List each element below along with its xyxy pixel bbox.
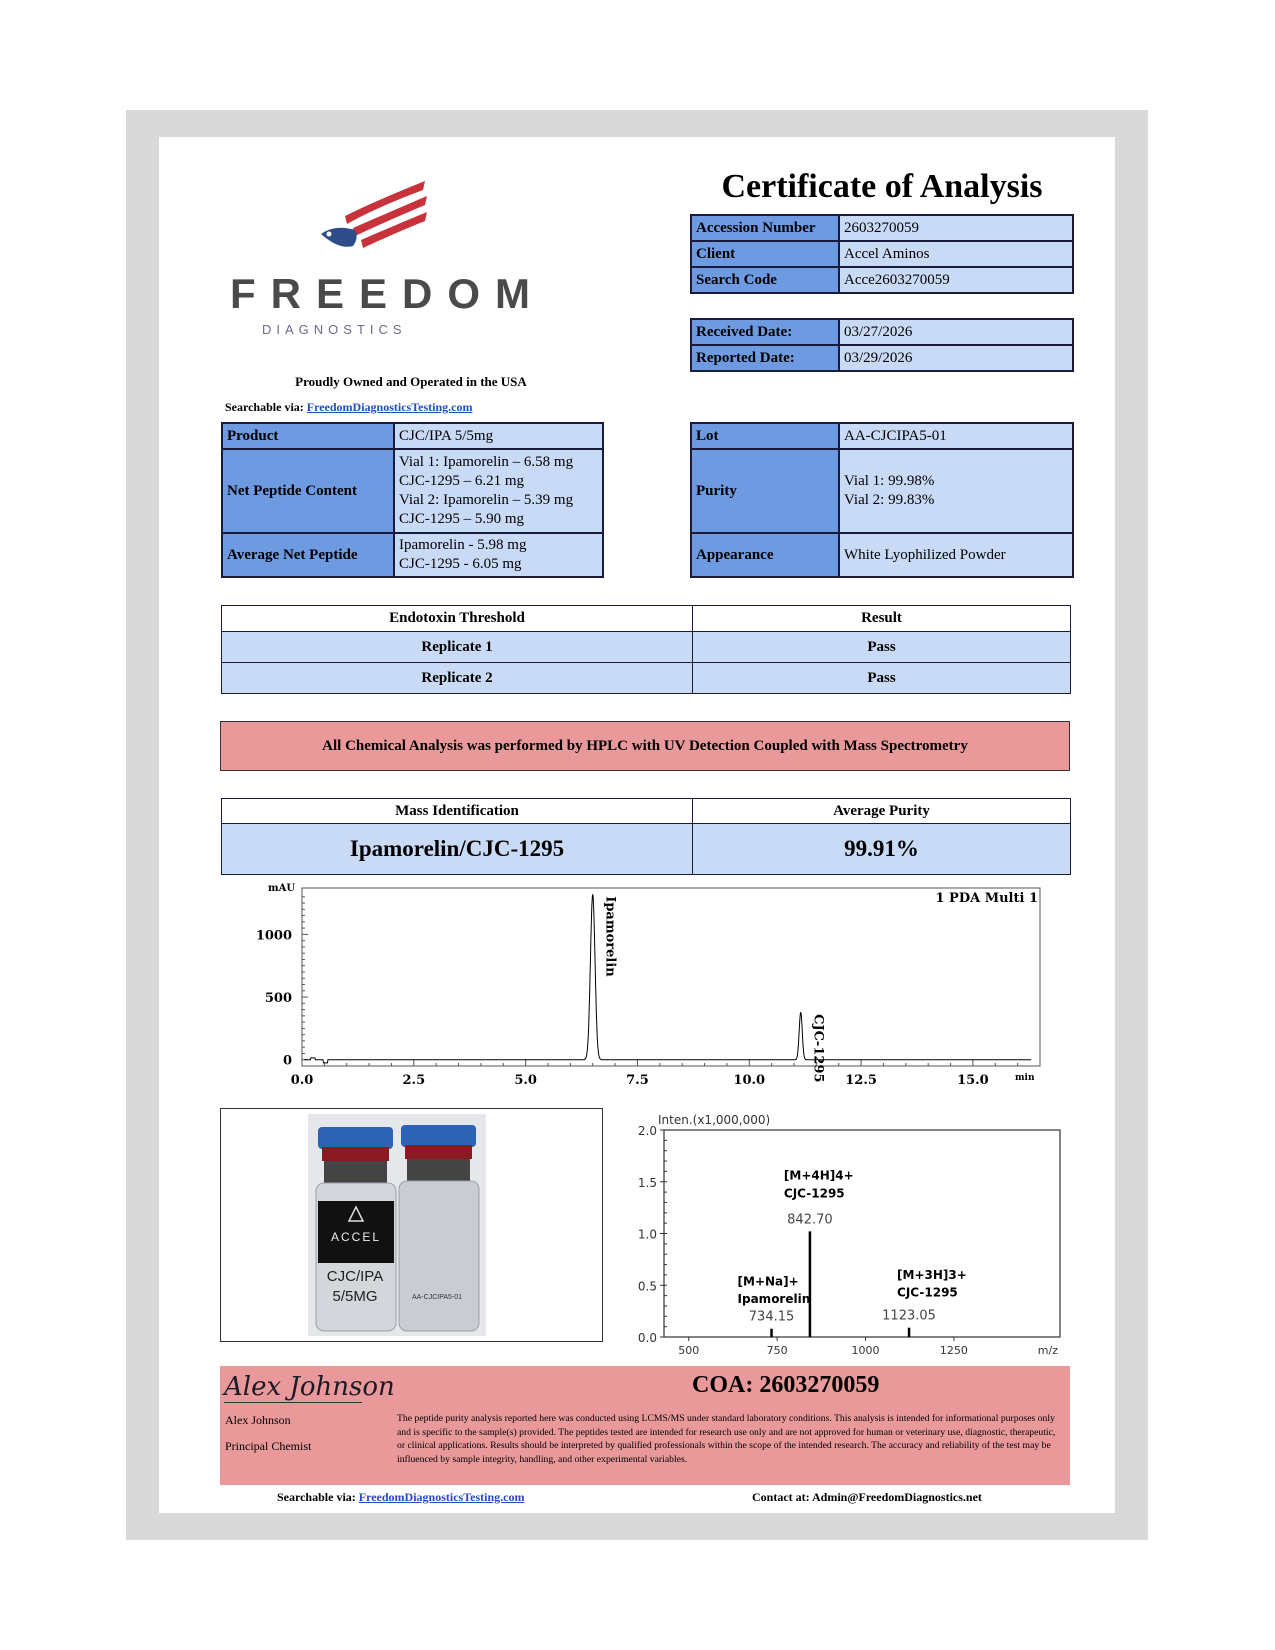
- product-value: CJC/IPA 5/5mg: [394, 423, 603, 449]
- peak-compound-label: CJC-1295: [783, 1186, 845, 1201]
- vial-lot-label: AA-CJCIPA5-01: [411, 1294, 463, 1301]
- product-table: [221, 422, 604, 578]
- received-label: Received Date:: [691, 319, 839, 345]
- net-line-2: CJC-1295 – 6.21 mg: [399, 473, 525, 489]
- x-tick-label: 0.0: [290, 1073, 314, 1088]
- mass-id-header: Mass Identification: [222, 799, 693, 824]
- peak-value: 734.15: [748, 1309, 795, 1325]
- dates-table: [690, 318, 1074, 372]
- x-axis-label: min: [1015, 1073, 1035, 1083]
- client-label: Client: [691, 241, 839, 267]
- y-axis-label: mAU: [268, 883, 296, 894]
- search-code-label: Search Code: [691, 267, 839, 293]
- x-tick-label: 500: [678, 1344, 700, 1357]
- replicate-name: Replicate 2: [222, 663, 693, 694]
- x-tick-label: 2.5: [402, 1073, 426, 1088]
- y-axis-label: Inten.(x1,000,000): [658, 1113, 771, 1127]
- disclaimer: The peptide purity analysis reported here was conducted using LCMS/MS under standard laboratory conditions. This analysis is intended for informational purposes only and is specific to the sample(s) provided. The peptides tested are intended for research use only and are not approved for human or veterinary use, diagnostic, therapeutic, or clinical applications. Results should be interpreted by qualified professionals within the scope of the intended research. The accuracy and reliability of the test may be influenced by sample integrity, handling, and other experimental variables.: [397, 1413, 1056, 1465]
- net-line-4: CJC-1295 – 5.90 mg: [399, 511, 525, 527]
- y-tick-label: 500: [264, 991, 292, 1007]
- hplc-chromatogram: [240, 880, 1060, 1102]
- owned-tagline: Proudly Owned and Operated in the USA: [295, 374, 527, 389]
- search-code-value: Acce2603270059: [839, 267, 1073, 293]
- result-header: Result: [693, 606, 1071, 632]
- avg-net-value: [394, 533, 603, 577]
- replicate-result: Pass: [693, 632, 1071, 663]
- searchable-bottom-label: Searchable via:: [277, 1490, 356, 1504]
- x-tick-label: 15.0: [957, 1073, 989, 1088]
- peak-value: 842.70: [787, 1212, 833, 1228]
- purity-label: Purity: [691, 449, 839, 533]
- product-label: Product: [222, 423, 394, 449]
- freedom-eagle-logo: [315, 176, 435, 266]
- x-axis-label: m/z: [1037, 1344, 1058, 1357]
- x-tick-label: 1250: [939, 1344, 968, 1357]
- y-tick-label: 0: [282, 1053, 292, 1069]
- y-tick-label: 1000: [255, 928, 292, 944]
- signer-name: Alex Johnson: [225, 1413, 291, 1427]
- peak-label: Ipamorelin: [602, 896, 618, 977]
- net-peptide-value: [394, 449, 603, 533]
- y-tick-label: 0.0: [637, 1331, 657, 1345]
- client-value: Accel Aminos: [839, 241, 1073, 267]
- brand-name: FREEDOM: [230, 270, 545, 317]
- replicate-name: Replicate 1: [222, 632, 693, 663]
- searchable-bottom-link[interactable]: FreedomDiagnosticsTesting.com: [358, 1490, 525, 1504]
- x-tick-label: 1000: [851, 1344, 880, 1357]
- peak-compound-label: Ipamorelin: [737, 1291, 811, 1306]
- y-tick-label: 1.0: [637, 1227, 657, 1242]
- appearance-label: Appearance: [691, 533, 839, 577]
- net-peptide-label: Net Peptide Content: [222, 449, 394, 533]
- x-tick-label: 750: [766, 1344, 788, 1357]
- purity-value: [839, 449, 1073, 533]
- x-tick-label: 5.0: [514, 1073, 537, 1088]
- lot-label: Lot: [691, 423, 839, 449]
- peak-label: CJC-1295: [810, 1014, 826, 1083]
- peak-ion-label: [M+Na]+: [737, 1274, 799, 1289]
- signature-line: [224, 1402, 362, 1403]
- chromatogram-trace: [304, 894, 1031, 1063]
- peak-ion-label: [M+4H]4+: [783, 1168, 854, 1183]
- peak-ion-label: [M+3H]3+: [897, 1268, 967, 1283]
- received-value: 03/27/2026: [839, 319, 1073, 345]
- mass-table: [221, 798, 1071, 875]
- x-tick-label: 12.5: [845, 1073, 877, 1088]
- signer-role: Principal Chemist: [225, 1439, 312, 1453]
- lot-value: AA-CJCIPA5-01: [839, 423, 1073, 449]
- searchable-link[interactable]: FreedomDiagnosticsTesting.com: [306, 400, 473, 414]
- vial-label-line1: CJC/IPA: [326, 1268, 384, 1285]
- reported-label: Reported Date:: [691, 345, 839, 371]
- vial-photo-box: [220, 1108, 603, 1342]
- avg-net-label: Average Net Peptide: [222, 533, 394, 577]
- accession-value: 2603270059: [839, 215, 1073, 241]
- avg-purity-header: Average Purity: [693, 799, 1071, 824]
- contact-email: Contact at: Admin@FreedomDiagnostics.net: [752, 1490, 982, 1504]
- net-line-3: Vial 2: Ipamorelin – 5.39 mg: [399, 492, 574, 508]
- plot-frame: [664, 1130, 1060, 1337]
- vial-brand: ACCEL: [330, 1230, 382, 1244]
- avg-line-1: Ipamorelin - 5.98 mg: [399, 537, 527, 553]
- brand-subtitle: DIAGNOSTICS: [262, 322, 407, 337]
- y-tick-label: 1.5: [637, 1175, 657, 1190]
- table-row: [222, 632, 1071, 663]
- mass-id-value: Ipamorelin/CJC-1295: [222, 824, 693, 875]
- signature: Alex Johnson: [224, 1372, 395, 1402]
- searchable-bottom: [277, 1490, 524, 1505]
- accession-table: [690, 214, 1074, 294]
- analysis-banner: All Chemical Analysis was performed by HPLC with UV Detection Coupled with Mass Spectrometry: [220, 721, 1070, 771]
- searchable-label: Searchable via:: [225, 400, 304, 414]
- y-tick-label: 0.5: [637, 1279, 657, 1294]
- chart-annotation: 1 PDA Multi 1: [935, 891, 1038, 906]
- peak-compound-label: CJC-1295: [897, 1285, 958, 1300]
- y-tick-label: 2.0: [637, 1124, 657, 1138]
- avg-purity-value: 99.91%: [693, 824, 1071, 875]
- purity-line-1: Vial 1: 99.98%: [844, 473, 935, 489]
- avg-line-2: CJC-1295 - 6.05 mg: [399, 556, 522, 572]
- endotoxin-header: Endotoxin Threshold: [222, 606, 693, 632]
- lot-table: [690, 422, 1074, 578]
- net-line-1: Vial 1: Ipamorelin – 6.58 mg: [399, 454, 574, 470]
- vial-cap-2: [401, 1125, 476, 1147]
- searchable-top: [225, 400, 472, 415]
- table-row: [222, 663, 1071, 694]
- vial-photo: [221, 1109, 601, 1339]
- plot-frame: [302, 888, 1040, 1066]
- purity-line-2: Vial 2: 99.83%: [844, 492, 935, 508]
- coa-number: COA: 2603270059: [692, 1372, 880, 1398]
- appearance-value: White Lyophilized Powder: [839, 533, 1073, 577]
- replicate-result: Pass: [693, 663, 1071, 694]
- accession-label: Accession Number: [691, 215, 839, 241]
- mass-spectrum: [630, 1108, 1070, 1358]
- vial-cap-1: [318, 1127, 393, 1149]
- endotoxin-table: [221, 605, 1071, 694]
- vial-label-line2: 5/5MG: [332, 1288, 378, 1305]
- x-tick-label: 10.0: [733, 1073, 766, 1088]
- page-title: Certificate of Analysis: [721, 168, 1043, 205]
- reported-value: 03/29/2026: [839, 345, 1073, 371]
- x-tick-label: 7.5: [626, 1073, 649, 1088]
- peak-value: 1123.05: [882, 1308, 936, 1324]
